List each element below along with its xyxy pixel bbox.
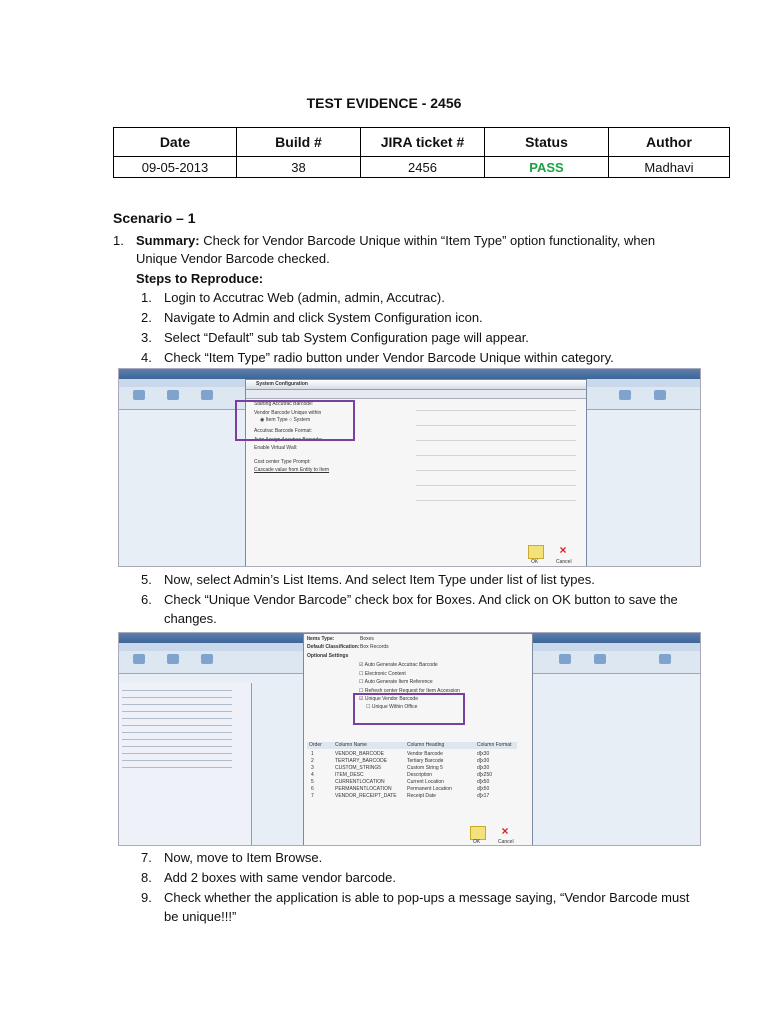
list-type-row (122, 725, 232, 726)
cell: VENDOR_RECEIPT_DATE (335, 793, 397, 799)
field-label: Cascade value from Entity to Item (254, 467, 330, 473)
field-label: Vendor Barcode Unique within (254, 410, 322, 416)
table-row (114, 157, 730, 178)
checkbox-item[interactable]: ☐ Unique Within Office (366, 704, 418, 710)
cancel-button[interactable]: × (559, 543, 567, 557)
system-configuration-screenshot (118, 368, 701, 567)
list-type-row (122, 711, 232, 712)
cancel-label: Cancel (498, 839, 514, 845)
cell: d[x17 (477, 793, 490, 799)
checkbox-item[interactable]: ☐ Refresh center Request for Item Accession (359, 688, 460, 694)
summary-text-line2: Unique Vendor Barcode checked. (136, 251, 330, 266)
optional-settings-label: Optional Settings (307, 653, 349, 659)
list-type-row (122, 732, 232, 733)
radio-label: System (293, 417, 311, 423)
cell: Tertiary Barcode (407, 758, 444, 764)
dialog-title: System Configuration (246, 380, 586, 390)
cell: d[x30 (477, 758, 490, 764)
settings-row (416, 440, 576, 441)
checkbox-item[interactable]: ☑ Auto Generate Accutrac Barcode (359, 662, 438, 668)
toolbar-icon (659, 654, 671, 664)
item-types-value: Boxes (360, 636, 374, 642)
grid-row[interactable] (307, 751, 517, 757)
cell: 4 (311, 772, 314, 778)
step-text: Check whether the application is able to pop-ups a message saying, “Vendor Barcode must (164, 890, 690, 905)
toolbar-icon (619, 390, 631, 400)
toolbar-icon (201, 390, 213, 400)
step-number: 8. (141, 870, 152, 885)
checkbox-label: Electronic Content (364, 671, 406, 677)
grid-row[interactable] (307, 779, 517, 785)
toolbar-icon (133, 390, 145, 400)
cell: 1 (311, 751, 314, 757)
toolbar-icon (201, 654, 213, 664)
settings-row (416, 410, 576, 411)
cell: Description (407, 772, 433, 778)
cell: Receipt Date (407, 793, 436, 799)
column-header: Column Name (335, 742, 367, 748)
list-type-row (122, 739, 232, 740)
ok-label: OK (531, 559, 539, 565)
list-type-row (122, 697, 232, 698)
cancel-button[interactable]: × (501, 824, 509, 838)
cell: 2 (311, 758, 314, 764)
list-type-row (122, 753, 232, 754)
step-number: 2. (141, 310, 152, 325)
grid-row[interactable] (307, 765, 517, 771)
grid-row[interactable] (307, 772, 517, 778)
toolbar-icon (167, 654, 179, 664)
item-type-dialog (303, 633, 533, 846)
field-label: Enable Virtual Wall: (254, 445, 298, 451)
cell: 5 (311, 779, 314, 785)
settings-row (416, 425, 576, 426)
toolbar-icon (654, 390, 666, 400)
ok-button[interactable] (528, 545, 544, 559)
step-number: 1. (141, 290, 152, 305)
table-header: Author (609, 128, 730, 157)
cell: ITEM_DESC (335, 772, 364, 778)
field-label: Auto Assign Accutrac Barcode: (254, 437, 323, 443)
list-type-row (122, 760, 232, 761)
summary-number: 1. (113, 233, 124, 248)
step-text: Select “Default” sub tab System Configuration page will appear. (164, 330, 529, 345)
date-cell: 09-05-2013 (114, 157, 237, 178)
author-cell: Madhavi (609, 157, 730, 178)
status-cell: PASS (485, 157, 609, 178)
checkbox-item[interactable]: ☐ Auto Generate Item Reference (359, 679, 433, 685)
grid-row[interactable] (307, 758, 517, 764)
settings-row (416, 500, 576, 501)
cell: d[x250 (477, 772, 493, 778)
summary-label: Summary: (136, 233, 200, 248)
cell: 6 (311, 786, 314, 792)
radio-label: Item Type (265, 417, 288, 423)
table-header: Date (114, 128, 237, 157)
app-header-bar (119, 369, 700, 379)
grid-row[interactable] (307, 786, 517, 792)
list-types-panel (119, 683, 252, 845)
step-text: changes. (164, 611, 217, 626)
settings-row (416, 455, 576, 456)
default-class-value: Box Records (360, 644, 389, 650)
ok-label: OK (473, 839, 481, 845)
step-number: 5. (141, 572, 152, 587)
checkbox-label: Unique Vendor Barcode (364, 696, 418, 702)
cell: Permanent Location (407, 786, 452, 792)
table-header: JIRA ticket # (361, 128, 485, 157)
table-header-row (114, 128, 730, 157)
list-type-row (122, 718, 232, 719)
list-type-row (122, 690, 232, 691)
step-text: Now, move to Item Browse. (164, 850, 323, 865)
step-number: 4. (141, 350, 152, 365)
toolbar-icon (559, 654, 571, 664)
grid-header (307, 742, 517, 749)
cell: d[x30 (477, 765, 490, 771)
summary-line (136, 233, 655, 248)
step-text: Add 2 boxes with same vendor barcode. (164, 870, 396, 885)
step-number: 7. (141, 850, 152, 865)
checkbox-label: Auto Generate Item Reference (364, 679, 433, 685)
column-header: Column Heading (407, 742, 445, 748)
list-type-row (122, 746, 232, 747)
list-type-row (122, 704, 232, 705)
highlight-box (353, 693, 465, 725)
summary-text: Check for Vendor Barcode Unique within “Item Type” option functionality, when (199, 233, 656, 248)
cell: 7 (311, 793, 314, 799)
checkbox-label: Unique Within Office (371, 704, 418, 710)
step-number: 9. (141, 890, 152, 905)
settings-row (416, 485, 576, 486)
cell: d[x50 (477, 779, 490, 785)
toolbar-icon (594, 654, 606, 664)
table-header: Status (485, 128, 609, 157)
cell: TERTIARY_BARCODE (335, 758, 388, 764)
field-label: Accutrac Barcode Format: (254, 428, 313, 434)
cell: Custom String 5 (407, 765, 443, 771)
cell: CURRENTLOCATION (335, 779, 385, 785)
highlight-box (235, 400, 355, 441)
step-text: Now, select Admin’s List Items. And select Item Type under list of list types. (164, 572, 595, 587)
settings-row (416, 470, 576, 471)
checkbox-label: Auto Generate Accutrac Barcode (364, 662, 438, 668)
cell: CUSTOM_STRING5 (335, 765, 382, 771)
step-number: 3. (141, 330, 152, 345)
field-label: Cost center Type Prompt: (254, 459, 311, 465)
column-header: Order (309, 742, 322, 748)
build-cell: 38 (237, 157, 361, 178)
grid-row[interactable] (307, 793, 517, 799)
step-number: 6. (141, 592, 152, 607)
toolbar-icon (133, 654, 145, 664)
radio-item-type[interactable]: ◉ Item Type ○ System (260, 417, 311, 423)
cell: Current Location (407, 779, 444, 785)
item-types-label: Items Type: (307, 636, 335, 642)
page-title: TEST EVIDENCE - 2456 (306, 95, 462, 111)
cell: Vendor Barcode (407, 751, 443, 757)
cell: 3 (311, 765, 314, 771)
checkbox-item[interactable]: ☐ Electronic Content (359, 671, 406, 677)
column-header: Column Format (477, 742, 512, 748)
evidence-table (113, 127, 730, 178)
list-items-screenshot (118, 632, 701, 846)
toolbar-icon (167, 390, 179, 400)
dialog-tabs (246, 390, 586, 399)
step-text: Navigate to Admin and click System Configuration icon. (164, 310, 483, 325)
step-text: Check “Item Type” radio button under Vendor Barcode Unique within category. (164, 350, 614, 365)
step-text: Login to Accutrac Web (admin, admin, Accutrac). (164, 290, 445, 305)
step-text: be unique!!!” (164, 909, 237, 924)
cell: d[x50 (477, 786, 490, 792)
step-text: Check “Unique Vendor Barcode” check box for Boxes. And click on OK button to save the (164, 592, 678, 607)
cell: d[x30 (477, 751, 490, 757)
checkbox-label: Refresh center Request for Item Accession (364, 688, 460, 694)
cell: PERMANENTLOCATION (335, 786, 392, 792)
field-label: Starting Accutrac Barcode: (254, 401, 314, 407)
steps-heading: Steps to Reproduce: (136, 271, 264, 286)
list-type-row (122, 767, 232, 768)
cancel-label: Cancel (556, 559, 572, 565)
table-header: Build # (237, 128, 361, 157)
cell: VENDOR_BARCODE (335, 751, 384, 757)
checkbox-item[interactable]: ☑ Unique Vendor Barcode (359, 696, 418, 702)
default-class-label: Default Classification: (307, 644, 360, 650)
jira-cell: 2456 (361, 157, 485, 178)
scenario-heading: Scenario – 1 (113, 210, 196, 226)
ok-button[interactable] (470, 826, 486, 840)
